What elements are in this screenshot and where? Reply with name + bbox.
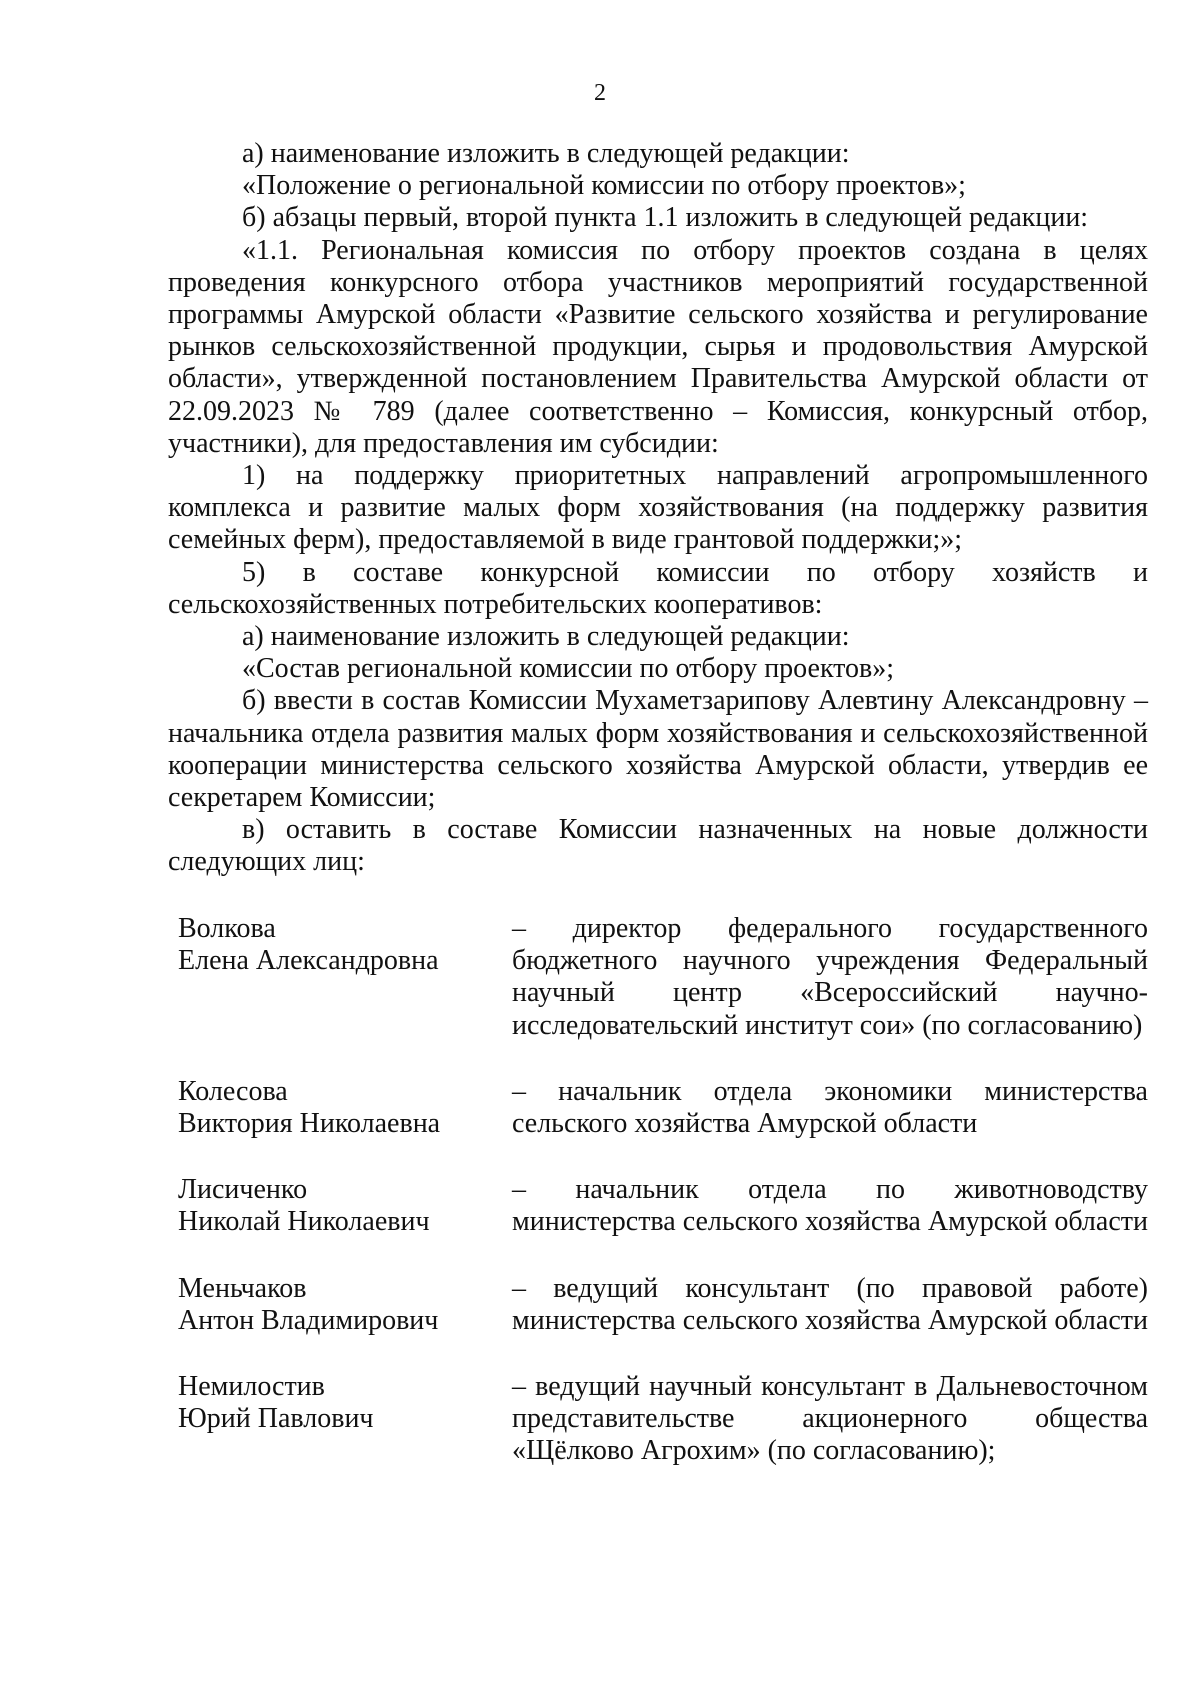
member-given-names: Юрий Павлович: [178, 1403, 374, 1435]
member-surname: Волкова: [178, 913, 276, 944]
paragraph-composition-title: «Состав региональной комиссии по отбору проектов»;: [242, 653, 895, 685]
member-role: – директор федерального государственного бюджетного научного учреждения Федеральный научный центр «Всероссийский научно-исследовательский институт сои» (по согласованию): [512, 913, 1148, 1041]
paragraph-item-5: 5) в составе конкурсной комиссии по отбору хозяйств и сельскохозяйственных потребительских кооперативов:: [168, 556, 1148, 620]
member-surname: Колесова: [178, 1075, 288, 1107]
member-role: – ведущий научный консультант в Дальневосточном представительстве акционерного общества «Щёлково Агрохим» (по согласованию);: [512, 1371, 1148, 1467]
member-row: [178, 1273, 1148, 1337]
member-row: [178, 1076, 1148, 1140]
member-given-names: Николай Николаевич: [178, 1206, 430, 1238]
member-name: [178, 1371, 512, 1468]
paragraph-b-clause: б) абзацы первый, второй пункта 1.1 изложить в следующей редакции:: [242, 202, 1089, 234]
member-surname: Немилостив: [178, 1371, 325, 1403]
paragraph-b-introduce: б) ввести в состав Комиссии Мухаметзарипову Алевтину Александровну – начальника отдела развития малых форм хозяйствования и сельскохозяйственной кооперации министерства сельского хозяйства Амурской области, утвердив ее секретарем Комиссии;: [168, 685, 1148, 814]
paragraph-clause-1-1: «1.1. Региональная комиссия по отбору проектов создана в целях проведения конкурсного отбора участников мероприятий государственной программы Амурской области «Развитие сельского хозяйства и регулирование рынков сельскохозяйственной продукции, сырья и продовольствия Амурской области», утвержденной постановлением Правительства Амурской области от 22.09.2023 № 789 (далее соответственно – Комиссия, конкурсный отбор, участники), для предоставления им субсидии:: [168, 234, 1148, 459]
paragraph-v-keep: в) оставить в составе Комиссии назначенных на новые должности следующих лиц:: [168, 814, 1148, 878]
member-given-names: Антон Владимирович: [178, 1304, 439, 1336]
member-surname: Лисиченко: [178, 1174, 308, 1206]
paragraph-item-1: 1) на поддержку приоритетных направлений агропромышленного комплекса и развитие малых форм хозяйствования (на поддержку развития семейных ферм), предоставляемой в виде грантовой поддержки;»;: [168, 460, 1148, 556]
member-row: [178, 1174, 1148, 1238]
member-name: [178, 1174, 512, 1238]
paragraph-a-title: а) наименование изложить в следующей редакции:: [242, 138, 850, 169]
member-name: [178, 913, 512, 1042]
member-name: [178, 1273, 512, 1337]
member-given-names: Елена Александровна: [178, 945, 439, 977]
member-role: – ведущий консультант (по правовой работе) министерства сельского хозяйства Амурской области: [512, 1272, 1148, 1336]
commission-members-list: [178, 913, 1148, 1468]
page-number: 2: [594, 80, 606, 106]
paragraph-a-title-2: а) наименование изложить в следующей редакции:: [242, 621, 850, 653]
member-row: [178, 1371, 1148, 1468]
member-surname: Меньчаков: [178, 1272, 307, 1304]
paragraph-regulation-title: «Положение о региональной комиссии по отбору проектов»;: [242, 170, 966, 202]
member-row: [178, 913, 1148, 1042]
member-role: – начальник отдела экономики министерства сельского хозяйства Амурской области: [512, 1075, 1148, 1140]
member-role: – начальник отдела по животноводству министерства сельского хозяйства Амурской области: [512, 1174, 1148, 1238]
document-body: [168, 138, 1148, 879]
member-given-names: Виктория Николаевна: [178, 1108, 441, 1140]
member-name: [178, 1076, 512, 1140]
